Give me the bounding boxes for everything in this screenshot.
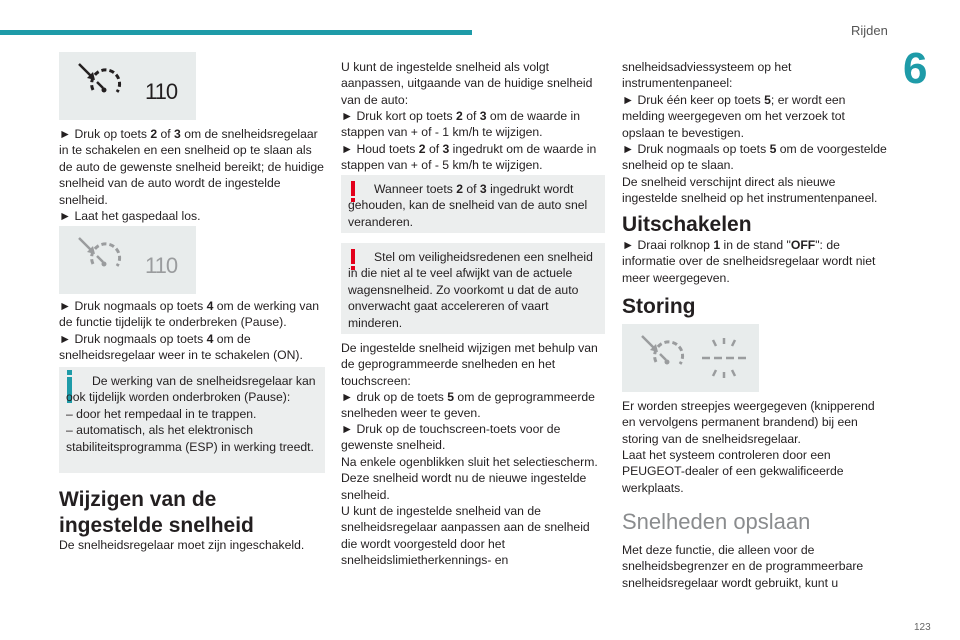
- section-heading: Wijzigen van de ingestelde snelheid: [59, 488, 254, 537]
- paragraph: De snelheid verschijnt direct als nieuwe ingestelde snelheid op het instrumentenpaneel.: [622, 175, 878, 206]
- warning-box: Stel om veiligheidsredenen een snelheid in die niet al te veel afwijkt van de actuele wagensnelheid. Zo voorkomt u dat de auto onverwacht gaat accelereren of vaart minderen.: [341, 243, 605, 334]
- paragraph: Met deze functie, die alleen voor de snelheidsbegrenzer en de programmeerbare snelheidsregelaar wordt gebruikt, kunt u: [622, 543, 864, 590]
- paragraph: ► Houd toets 2 of 3 ingedrukt om de waarde in stappen van + of - 5 km/h te wijzigen.: [341, 142, 597, 173]
- paragraph: ► Draai rolknop 1 in de stand "OFF": de informatie over de snelheidsregelaar wordt niet meer weergegeven.: [622, 238, 876, 285]
- speedometer-icon: [622, 324, 759, 392]
- section-heading: Uitschakelen: [622, 213, 752, 236]
- speed-value: 110: [145, 253, 178, 278]
- paragraph: ► Druk nogmaals op toets 5 om de voorgestelde snelheid op te slaan.: [622, 142, 887, 173]
- speedometer-icon: [59, 52, 196, 120]
- paragraph: ► Druk nogmaals op toets 4 om de werking van de functie tijdelijk te onderbreken (Pause). ► Druk nogmaals op toets 4 om de snelheidsregelaar weer in te schakelen (ON).: [59, 299, 320, 363]
- paragraph: ► Druk één keer op toets 5; er wordt een melding weergegeven om het verzoek tot opslaan te bevestigen.: [622, 93, 846, 140]
- paragraph: U kunt de ingestelde snelheid als volgt aanpassen, uitgaande van de huidige snelheid van de auto:: [341, 60, 593, 107]
- paragraph: Er worden streepjes weergegeven (knipperend en vervolgens permanent brandend) bij een storing van de snelheidsregelaar.: [622, 399, 875, 446]
- speed-display-paused: [59, 226, 196, 294]
- paragraph: ► Druk op toets 2 of 3 om de snelheidsregelaar in te schakelen en een snelheid op te slaan als de auto de gewenste snelheid bereikt; de huidige snelheid van de auto wordt de ingestelde snelheid. ► Laat het gaspedaal los.: [59, 127, 324, 224]
- paragraph: U kunt de ingestelde snelheid van de snelheidsregelaar aanpassen aan de snelheid die wordt voorgesteld door het snelheidslimietherkennings- en: [341, 504, 590, 568]
- speedometer-icon: [59, 226, 196, 294]
- paragraph: Laat het systeem controleren door een PEUGEOT-dealer of een gekwalificeerde werkplaats.: [622, 448, 844, 495]
- paragraph: Na enkele ogenblikken sluit het selectiescherm. Deze snelheid wordt nu de nieuwe ingestelde snelheid.: [341, 455, 598, 502]
- section-heading: Storing: [622, 295, 696, 318]
- paragraph: De snelheidsregelaar moet zijn ingeschakeld.: [59, 538, 305, 552]
- speed-display-fault: [622, 324, 759, 392]
- paragraph: snelheidsadviessysteem op het instrumentenpaneel:: [622, 60, 792, 91]
- info-box: De werking van de snelheidsregelaar kan ook tijdelijk worden onderbroken (Pause): – door het rempedaal in te trappen. – automatisch, als het elektronisch stabiliteitsprogramma (ESP) in werking treedt.: [59, 367, 325, 473]
- section-heading: Snelheden opslaan: [622, 509, 811, 534]
- speed-value: 110: [145, 79, 178, 104]
- paragraph: ► Druk kort op toets 2 of 3 om de waarde in stappen van + of - 1 km/h te wijzigen.: [341, 109, 581, 140]
- speed-display-active: [59, 52, 196, 120]
- paragraph: De ingestelde snelheid wijzigen met behulp van de geprogrammeerde snelheden en het touchscreen:: [341, 341, 598, 388]
- page-number: 123: [914, 622, 931, 633]
- top-accent-bar: [0, 30, 472, 35]
- warning-box: Wanneer toets 2 of 3 ingedrukt wordt gehouden, kan de snelheid van de auto snel veranderen.: [341, 175, 605, 233]
- paragraph: ► Druk op de touchscreen-toets voor de gewenste snelheid.: [341, 422, 561, 453]
- chapter-number: 6: [903, 44, 928, 93]
- paragraph: ► druk op de toets 5 om de geprogrammeerde snelheden weer te geven.: [341, 390, 595, 421]
- section-title: Rijden: [851, 23, 888, 38]
